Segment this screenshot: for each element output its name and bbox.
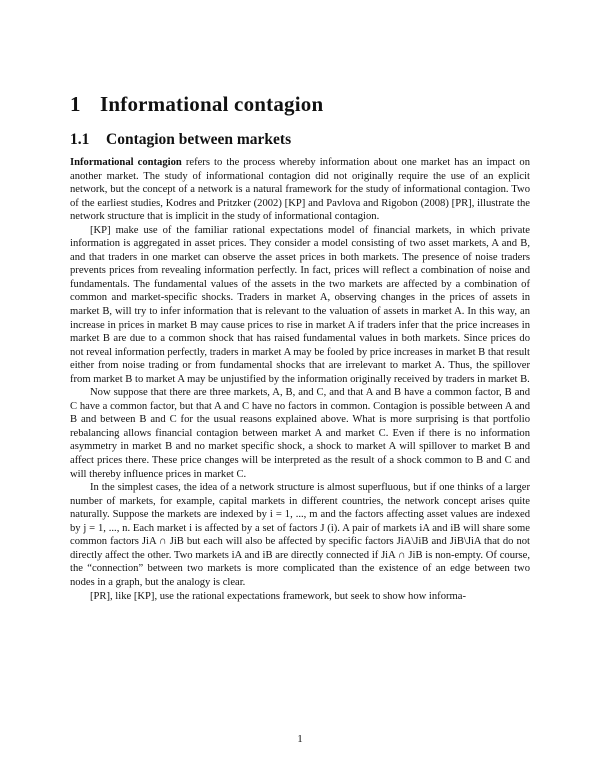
paper-page [70,92,530,603]
subsection-heading [70,131,530,149]
paragraph-1-text: refers to the process whereby information about one market has an impact on another market. The study of informational contagion did not originally require the use of an explicit network, but the concept of a network is a natural framework for the study of informational contagion. Two of the earliest studies, Kodres and Pritzker (2002) [KP] and Pavlova and Rigobon (2008) [PR], illustrate the network structure that is implicit in the study of informational contagion. [70,157,530,223]
section-heading [70,92,530,117]
paragraph-5: [PR], like [KP], use the rational expectations framework, but seek to show how informa- [90,590,466,602]
subsection-number: 1.1 [70,131,90,148]
paragraph-3: Now suppose that there are three markets, A, B, and C, and that A and B have a common factor, B and C have a common factor, but that A and C have no factors in common. Contagion is possible between A and B and between B and C for the usual reasons explained above. What is more surprising is that portfolio rebalancing allows financial contagion between market A and market C. Even if there is no information asymmetry in market B and no market specific shock, a shock to market A will spillover to market B and affect prices there. These price changes will be interpreted as the result of a shock common to B and C and will thereby influence prices in market C. [70,387,530,480]
page-number: 1 [297,733,303,745]
section-number: 1 [70,92,81,116]
subsection-title: Contagion between markets [106,131,292,148]
paragraph-2: [KP] make use of the familiar rational expectations model of financial markets, in which private information is aggregated in asset prices. They consider a model consisting of two asset markets, A and B, and that traders in one market can observe the asset prices in both markets. The presence of noise traders prevents prices from revealing information perfectly. In fact, prices will reflect a combination of noise and fundamentals. The fundamental values of the assets in the two markets are affected by a combination of common and market-specific shocks. Traders in market A, observing changes in the prices of assets in market B, will try to infer information that is relevant to the valuation of assets in market A. In this way, an increase in prices in market B may cause prices to rise in market A if traders infer that the price increases in market B are due to a common shock that has raised fundamental values in both markets. Since prices do not reveal information perfectly, traders in market A may be fooled by price increases in market B that result either from noise trading or from fundamental shocks that are irrelevant to market A. Thus, the spillover from market B to market A may be unjustified by the information originally received by traders in market B. [70,224,530,385]
paragraph-1-bold-term: Informational contagion [70,157,182,168]
paragraph-1 [70,156,530,224]
section-title: Informational contagion [100,92,324,116]
paragraph-4: In the simplest cases, the idea of a network structure is almost superfluous, but if one thinks of a larger number of markets, for example, capital markets in different countries, the network concept arises quite naturally. Suppose the markets are indexed by i = 1, ..., m and the factors affecting asset values are indexed by j = 1, ..., n. Each market i is affected by a set of factors J (i). A pair of markets iA and iB will share some common factors JiA ∩ JiB but each will also be affected by specific factors JiA\JiB and JiB\JiA that do not directly affect the other. Two markets iA and iB are directly connected if JiA ∩ JiB is non-empty. Of course, the “connection” between two markets is more complicated than the existence of an edge between two nodes in a graph, but the analogy is clear. [70,482,530,588]
